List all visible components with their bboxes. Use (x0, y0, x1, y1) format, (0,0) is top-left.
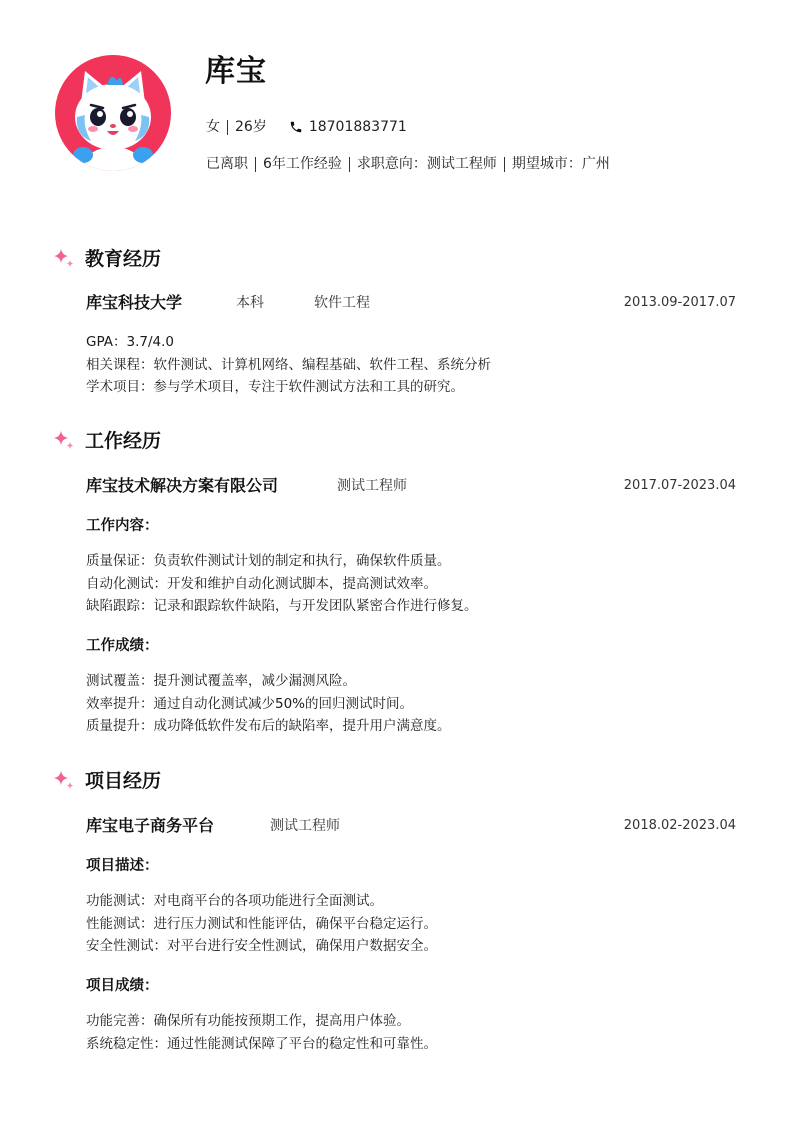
candidate-name: 库宝 (205, 54, 267, 89)
list-item: 质量保证：负责软件测试计划的制定和执行，确保软件质量。 (86, 553, 451, 569)
list-item: 质量提升：成功降低软件发布后的缺陷率，提升用户满意度。 (86, 718, 451, 734)
project-role: 测试工程师 (270, 818, 340, 834)
project-results-label: 项目成绩： (86, 978, 159, 994)
work-experience: 6年工作经验 (263, 156, 342, 172)
list-item: 功能完善：确保所有功能按预期工作，提高用户体验。 (86, 1013, 410, 1029)
section-title-education (53, 246, 161, 272)
project-results-list (86, 1010, 437, 1055)
basic-info-row (206, 117, 407, 137)
section-heading: 教育经历 (85, 248, 162, 270)
project-name: 库宝电子商务平台 (86, 816, 215, 835)
major: 软件工程 (314, 295, 370, 311)
work-achievements-label: 工作成绩： (86, 638, 159, 654)
list-item: 学术项目：参与学术项目，专注于软件测试方法和工具的研究。 (86, 379, 464, 395)
list-item: 功能测试：对电商平台的各项功能进行全面测试。 (86, 893, 383, 909)
education-entry (86, 291, 736, 315)
job-role: 测试工程师 (337, 478, 407, 494)
list-item: 测试覆盖：提升测试覆盖率，减少漏测风险。 (86, 673, 356, 689)
degree: 本科 (236, 295, 264, 311)
separator (504, 157, 505, 172)
work-entry (86, 474, 736, 498)
employment-status: 已离职 (206, 156, 248, 172)
list-item: 安全性测试：对平台进行安全性测试，确保用户数据安全。 (86, 938, 437, 954)
project-desc-label: 项目描述： (86, 858, 159, 874)
education-period: 2013.09-2017.07 (623, 295, 736, 310)
sparkle-icon (53, 770, 75, 792)
work-content-label: 工作内容： (86, 518, 159, 534)
avatar (55, 55, 171, 171)
project-period: 2018.02-2023.04 (623, 818, 736, 833)
work-period: 2017.07-2023.04 (623, 478, 736, 493)
job-intention: 求职意向：测试工程师 (356, 156, 497, 172)
section-heading: 工作经历 (85, 430, 162, 452)
expected-city: 期望城市：广州 (511, 156, 610, 172)
job-info-row (206, 154, 610, 174)
sparkle-icon (53, 248, 75, 270)
age: 26岁 (235, 119, 267, 135)
section-heading: 项目经历 (85, 770, 162, 792)
list-item: 相关课程：软件测试、计算机网络、编程基础、软件工程、系统分析 (86, 356, 491, 373)
separator (349, 157, 350, 172)
list-item: 自动化测试：开发和维护自动化测试脚本，提高测试效率。 (86, 575, 437, 592)
phone-number: 18701883771 (308, 119, 407, 135)
list-item: 效率提升：通过自动化测试减少50%的回归测试时间。 (86, 695, 414, 712)
project-desc-list (86, 890, 437, 958)
cat-mascot-icon (55, 55, 171, 171)
company-name: 库宝技术解决方案有限公司 (86, 476, 279, 495)
sparkle-icon (53, 430, 75, 452)
phone-icon (289, 120, 303, 134)
list-item: 系统稳定性：通过性能测试保障了平台的稳定性和可靠性。 (86, 1035, 437, 1052)
section-title-project (53, 768, 161, 794)
work-content-list (86, 550, 478, 618)
gender: 女 (206, 119, 220, 135)
list-item: GPA：3.7/4.0 (86, 334, 174, 350)
list-item: 缺陷跟踪：记录和跟踪软件缺陷，与开发团队紧密合作进行修复。 (86, 598, 478, 614)
school-name: 库宝科技大学 (86, 293, 183, 312)
project-entry (86, 814, 736, 838)
section-title-work (53, 428, 161, 454)
work-achievements-list (86, 670, 451, 738)
list-item: 性能测试：进行压力测试和性能评估，确保平台稳定运行。 (86, 915, 437, 932)
separator (227, 120, 228, 135)
separator (255, 157, 256, 172)
education-details (86, 331, 491, 399)
